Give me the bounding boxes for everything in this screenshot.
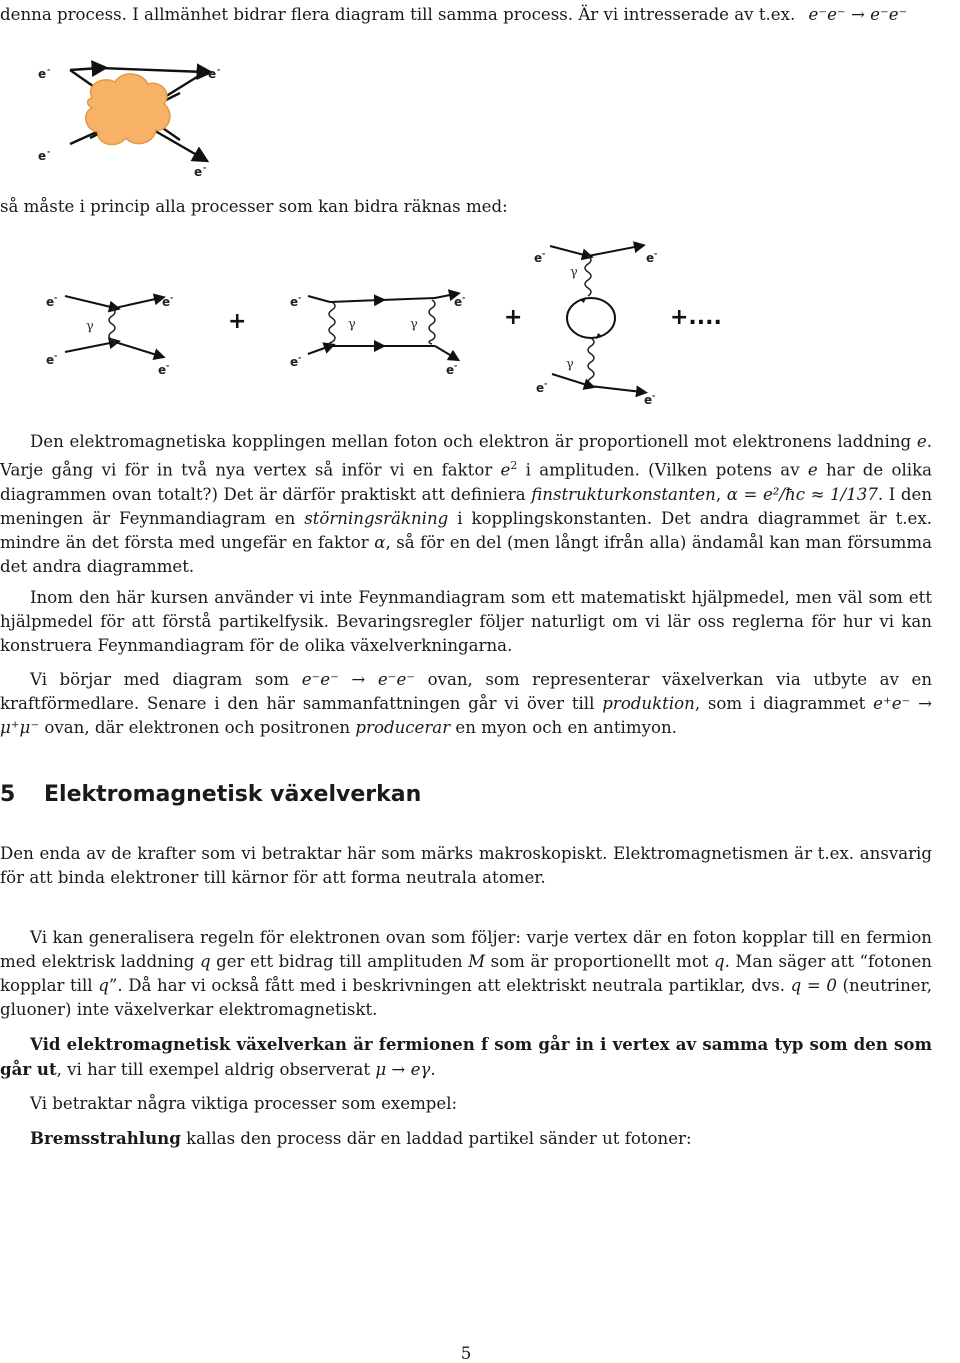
paragraph-intro-em: Den enda av de krafter som vi betraktar här som märks makroskopiskt. Elektromagnetismen är t.ex. ansvarig för att binda elektroner till kärnor för att forma neutrala atomer.	[0, 844, 932, 887]
paragraph-vertex-rule: Vi kan generalisera regeln för elektronen ovan som följer: varje vertex där en foton kopplar till en fermion med elektrisk laddning q ger ett bidrag till amplituden M som är proportionellt mot q. Man säger att “fotonen kopplar till q”. Då har vi också fått med i beskrivningen att elektriskt neutrala partiklar, dvs. q = 0 (neutriner, gluoner) inte växelverkar elektromagnetiskt.	[0, 928, 932, 1019]
reaction-formula: e⁻e⁻ → e⁻e⁻	[808, 5, 908, 24]
svg-text:e: e	[534, 251, 543, 265]
blob-feynman-diagram	[30, 58, 230, 178]
svg-text:e: e	[454, 295, 463, 309]
paragraph-coupling: Den elektromagnetiska kopplingen mellan foton och elektron är proportionell mot elektronens laddning e. Varje gång vi för in två nya vertex så inför vi en faktor $e^2$ i amplituden. (Vilken potens av e har de olika diagrammen ovan totalt?) Det är därför praktiskt att definiera finstrukturkonstanten, α = e²/ħc ≈ 1/137. I den meningen är Feynmandiagram en störningsräkning i kopplingskonstanten. Det andra diagrammet är t.ex. mindre än det första med ungefär en faktor α, så för en del (men långt ifrån alla) ändamål kan man försumma det andra diagrammet.	[0, 432, 933, 576]
svg-text:-: -	[54, 293, 58, 302]
paragraph-fermion-rule: Vid elektromagnetisk växelverkan är fermionen f som går in i vertex av samma typ som den som går ut, vi har till exempel aldrig observerat μ → eγ.	[0, 1034, 932, 1079]
feynman-series-diagram	[40, 240, 740, 410]
svg-text:-: -	[170, 293, 174, 302]
section-title: Elektromagnetisk växelverkan	[44, 782, 422, 807]
diagram-loop	[534, 246, 657, 407]
svg-text:-: -	[454, 361, 458, 370]
svg-text:-: -	[47, 147, 51, 156]
svg-text:-: -	[298, 353, 302, 362]
svg-text:-: -	[47, 65, 51, 74]
svg-text:e: e	[536, 381, 545, 395]
paragraph-examples: Vi betraktar några viktiga processer som exempel:	[30, 1094, 458, 1113]
svg-text:-: -	[203, 163, 207, 172]
diagram-single-photon	[46, 293, 173, 377]
svg-text:-: -	[298, 293, 302, 302]
svg-text:γ: γ	[566, 357, 574, 372]
svg-text:-: -	[652, 391, 656, 400]
svg-text:e: e	[644, 393, 653, 407]
paragraph-bremsstrahlung: Bremsstrahlung kallas den process där en laddad partikel sänder ut fotoner:	[30, 1128, 692, 1148]
svg-text:γ: γ	[86, 319, 94, 334]
svg-text:-: -	[217, 65, 221, 74]
section-number: 5	[0, 782, 16, 807]
label-e-top-right: e	[208, 67, 217, 81]
plus-sign-2: +	[504, 305, 523, 330]
label-e-bottom-right: e	[194, 165, 203, 179]
svg-text:-: -	[542, 249, 546, 258]
svg-text:e: e	[158, 363, 167, 377]
label-e-bottom-left: e	[38, 149, 47, 163]
diagram-two-photon	[290, 293, 465, 377]
paragraph-course: Inom den här kursen använder vi inte Feynmandiagram som ett matematiskt hjälpmedel, men väl som ett hjälpmedel för att förstå partikelfysik. Bevaringsregler följer naturligt om vi lär oss reglerna för hur vi kan konstruera Feynmandiagram för de olika växelverkningarna.	[0, 588, 932, 655]
formula-alpha: α = e²/ħc ≈ 1/137	[726, 484, 878, 504]
interaction-blob	[86, 74, 170, 145]
section-heading	[0, 782, 421, 807]
svg-text:-: -	[462, 293, 466, 302]
svg-text:γ: γ	[570, 265, 578, 280]
svg-text:-: -	[654, 249, 658, 258]
plus-ellipsis: +....	[670, 305, 722, 330]
paragraph-diagrams: Vi börjar med diagram som e⁻e⁻ → e⁻e⁻ ovan, som representerar växelverkan via utbyte av en kraftförmedlare. Senare i den här sammanfattningen går vi över till produktion, som i diagrammet e⁺e⁻ → μ⁺μ⁻ ovan, där elektronen och positronen producerar en myon och en antimyon.	[0, 670, 933, 737]
svg-text:γ: γ	[348, 317, 356, 332]
svg-text:e: e	[446, 363, 455, 377]
svg-text:e: e	[290, 355, 299, 369]
svg-text:e: e	[46, 295, 55, 309]
line-processes: så måste i princip alla processer som kan bidra räknas med:	[0, 197, 508, 216]
svg-text:-: -	[166, 361, 170, 370]
label-e-top-left: e	[38, 67, 47, 81]
svg-text:e: e	[46, 353, 55, 367]
top-line: denna process. I allmänhet bidrar flera diagram till samma process. Är vi intresserade av t.ex. e⁻e⁻ → e⁻e⁻	[0, 5, 908, 24]
svg-text:-: -	[54, 351, 58, 360]
svg-text:-: -	[544, 379, 548, 388]
term-storningsrakning: störningsräkning	[304, 508, 449, 528]
incoming-arrow-top	[70, 68, 100, 70]
svg-text:e: e	[162, 295, 171, 309]
page-number: 5	[460, 1344, 472, 1363]
svg-text:e: e	[646, 251, 655, 265]
svg-text:γ: γ	[410, 317, 418, 332]
plus-sign-1: +	[228, 309, 247, 334]
svg-text:e: e	[290, 295, 299, 309]
term-finstrukturkonstanten: finstrukturkonstanten	[531, 484, 716, 504]
